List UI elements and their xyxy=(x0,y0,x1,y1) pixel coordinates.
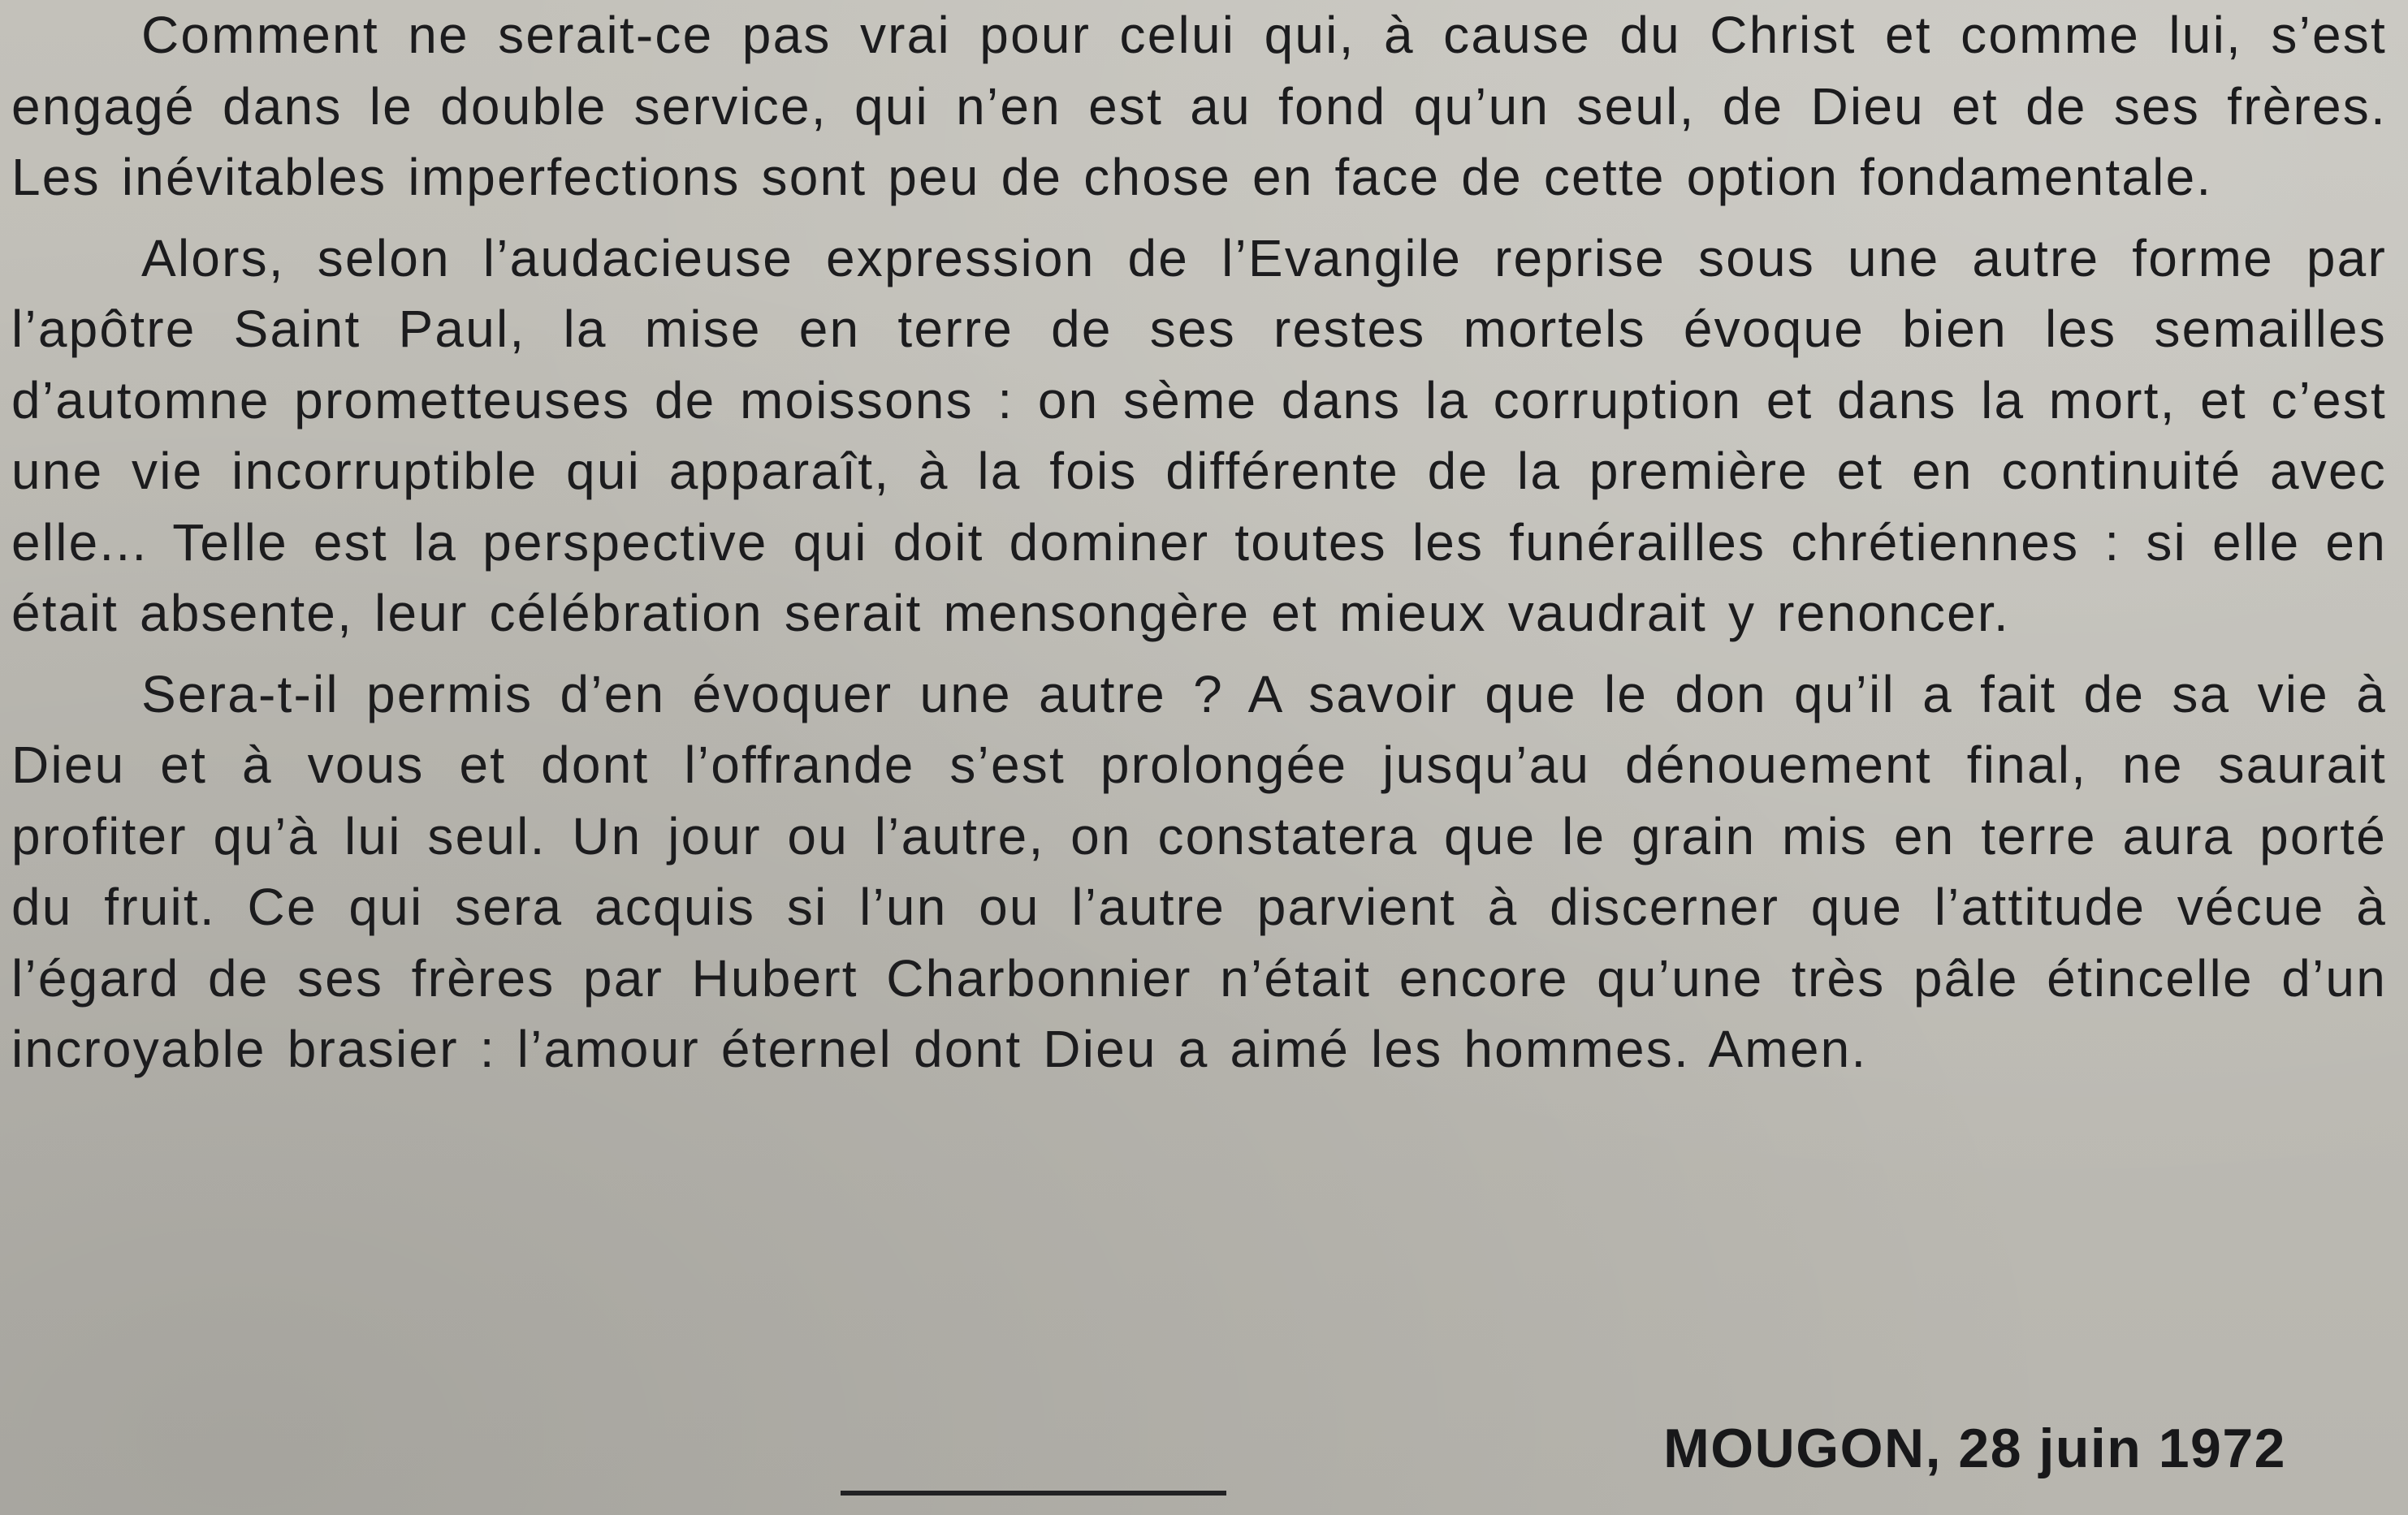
paragraph-2: Alors, selon l’audacieuse expression de l’Evangile reprise sous une autre forme par l’apôtre Saint Paul, la mise en terre de ses restes mortels évoque bien les semailles d’automne prometteuses de moissons : on sème dans la corruption et dans la mort, et c’est une vie incorruptible qui apparaît, à la fois différente de la première et en continuité avec elle... Telle est la perspective qui doit dominer toutes les funérailles chrétiennes : si elle en était absente, leur célébration serait mensongère et mieux vaudrait y renoncer. xyxy=(11,228,2387,642)
signature-place-date: MOUGON, 28 juin 1972 xyxy=(1663,1418,2286,1479)
separator-rule xyxy=(841,1491,1226,1496)
paragraph-1: Comment ne serait-ce pas vrai pour celui qui, à cause du Christ et comme lui, s’est engagé dans le double service, qui n’en est au fond qu’un seul, de Dieu et de ses frères. Les inévitables imperfections sont peu de chose en face de cette option fondamentale. xyxy=(11,6,2387,206)
paragraph-3: Sera-t-il permis d’en évoquer une autre ? A savoir que le don qu’il a fait de sa vie à Dieu et à vous et dont l’offrande s’est prolongée jusqu’au dénouement final, ne saurait profiter qu’à lui seul. Un jour ou l’autre, on constatera que le grain mis en terre aura porté du fruit. Ce qui sera acquis si l’un ou l’autre parvient à discerner que l’attitude vécue à l’égard de ses frères par Hubert Charbonnier n’était encore qu’une très pâle étincelle d’un incroyable brasier : l’amour éternel dont Dieu a aimé les hommes. Amen. xyxy=(11,664,2387,1078)
body-text xyxy=(11,0,2387,1086)
